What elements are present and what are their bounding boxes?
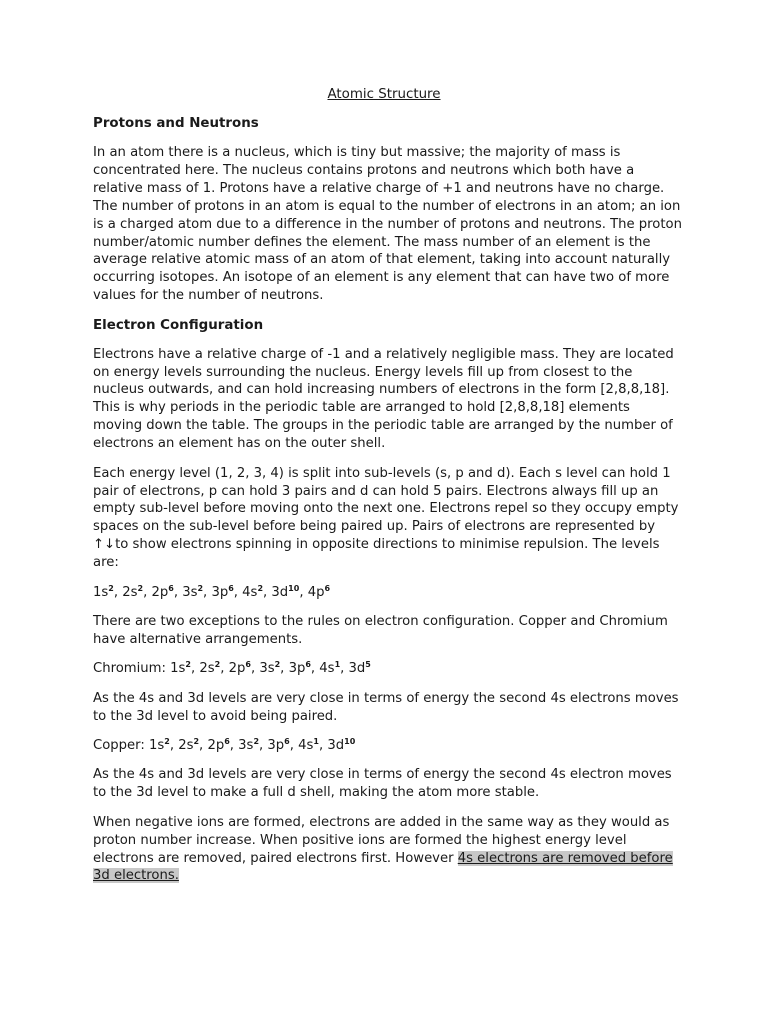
orbital-electron-count: 2 (108, 583, 114, 593)
orbital-term (308, 585, 330, 600)
orbital-label: 4s (298, 737, 314, 753)
orbital-term (170, 661, 191, 676)
paragraph-protons-neutrons: In an atom there is a nucleus, which is tiny but massive; the majority of mass is concentrated here. The nucleus contains protons and neutrons which both have a relative mass of 1. Protons have a relative charge of +1 and neutrons have no charge. The number of protons in an atom is equal to the number of electrons in an atom; an ion is a charged atom due to a difference in the number of protons and neutrons. The proton number/atomic number defines the element. The mass number of an element is the average relative atomic mass of an atom of that element, taking into account naturally occurring isotopes. An isotope of an element is any element that can have two of more values for the number of neutrons. (93, 145, 682, 304)
orbital-electron-count: 6 (324, 583, 331, 593)
copper-config: $1s^2$, $2s^2$, $2p^6$, $3s^2$, $3p^6$, $4s^1$, $3d^{10}$ (148, 736, 356, 753)
orbital-term (298, 738, 319, 753)
orbital-label: 2p (207, 737, 225, 753)
orbital-electron-count: 2 (197, 583, 204, 593)
copper-config-line (93, 737, 683, 755)
chromium-config: $1s^2$, $2s^2$, $2p^6$, $3s^2$, $3p^6$, $4s^1$, $3d^5$ (170, 660, 371, 677)
orbital-label: 3d (327, 737, 345, 753)
paragraph-energy-levels (93, 465, 683, 572)
orbital-label: 3s (182, 584, 198, 600)
orbital-term (267, 738, 289, 753)
orbital-electron-count: 2 (193, 736, 200, 746)
orbital-label: 3s (259, 661, 275, 677)
chromium-config-line (93, 660, 683, 678)
orbital-term (199, 661, 220, 676)
heading-protons-neutrons: Protons and Neutrons (93, 116, 259, 131)
orbital-label: 2p (151, 584, 169, 600)
paragraph-copper-explanation: As the 4s and 3d levels are very close in terms of energy the second 4s electron moves to the 3d level to make a full d shell, making the atom more stable. (93, 767, 672, 801)
orbital-label: 1s (170, 661, 186, 677)
orbital-label: 2s (199, 661, 215, 677)
orbital-electron-count: 2 (253, 736, 260, 746)
orbital-label: 3d (271, 584, 289, 600)
orbital-term (349, 661, 371, 676)
orbital-label: 3p (267, 737, 285, 753)
orbital-term (289, 661, 311, 676)
orbital-term (182, 585, 203, 600)
document-page (93, 86, 683, 897)
electron-config-general: $1s^2$, $2s^2$, $2p^6$, $3s^2$, $3p^6$, $4s^2$, $3d^{10}$, $4p^6$ (93, 583, 331, 600)
orbital-term (151, 585, 173, 600)
orbital-term (327, 738, 355, 753)
orbital-electron-count: 6 (168, 583, 174, 593)
orbital-electron-count: 5 (365, 660, 371, 670)
orbital-electron-count: 6 (228, 583, 234, 593)
orbital-label: 3s (238, 737, 254, 753)
energy-levels-text: Each energy level (1, 2, 3, 4) is split into sub-levels (s, p and d). Each s level can hold 1 pair of electrons, p can hold 3 pairs and d can hold 5 pairs. Electrons always fill up an empty sub-level before moving onto the next one. Electrons repel so they occupy empty spaces on the sub-level before being paired up. (93, 465, 679, 535)
chromium-label: Chromium: (93, 661, 171, 677)
orbital-label: 4p (307, 584, 325, 600)
orbital-electron-count: 2 (257, 583, 264, 593)
orbital-label: 3p (211, 584, 229, 600)
orbital-electron-count: 6 (245, 660, 251, 670)
orbital-label: 2p (228, 661, 246, 677)
highlighted-text: 4s electrons are removed before 3d electrons. (93, 850, 673, 884)
heading-electron-configuration: Electron Configuration (93, 317, 264, 333)
electron-pairs-text: Pairs of electrons are represented by ↑↓to show electrons spinning in opposite directions to minimise repulsion. The levels are: (93, 519, 660, 571)
copper-label: Copper: (93, 737, 149, 753)
orbital-electron-count: 6 (284, 736, 290, 746)
orbital-electron-count: 1 (313, 736, 319, 746)
orbital-electron-count: 2 (137, 583, 144, 593)
orbital-term (229, 661, 251, 676)
orbital-term (122, 585, 143, 600)
paragraph-exceptions: There are two exceptions to the rules on electron configuration. Copper and Chromium have alternative arrangements. (93, 613, 668, 647)
orbital-electron-count: 6 (305, 660, 311, 670)
orbital-term (238, 738, 259, 753)
orbital-electron-count: 2 (274, 660, 281, 670)
orbital-electron-count: 10 (288, 583, 300, 593)
orbital-term (211, 585, 233, 600)
orbital-label: 2s (122, 584, 138, 600)
orbital-electron-count: 6 (224, 736, 230, 746)
orbital-label: 3d (348, 661, 366, 677)
orbital-electron-count: 2 (185, 660, 191, 670)
orbital-electron-count: 10 (344, 736, 356, 746)
orbital-term (93, 585, 114, 600)
orbital-label: 4s (242, 584, 258, 600)
paragraph-electrons: Electrons have a relative charge of -1 and a relatively negligible mass. They are located on energy levels surrounding the nucleus. Energy levels fill up from closest to the nucleus outwards, and can hold increasing numbers of electrons in the form [2,8,8,18]. This is why periods in the periodic table are arranged to hold [2,8,8,18] elements moving down the table. The groups in the periodic table are arranged by the number of electrons an element has on the outer shell. (93, 346, 674, 452)
orbital-term (149, 738, 170, 753)
orbital-term (242, 585, 263, 600)
orbital-label: 1s (93, 584, 109, 600)
orbital-electron-count: 1 (334, 660, 341, 670)
paragraph-ions (93, 814, 683, 886)
orbital-term (319, 661, 340, 676)
orbital-electron-count: 2 (214, 660, 221, 670)
ions-text: When negative ions are formed, electrons are added in the same way as they would as proton number increase. When positive ions are formed the highest energy level electrons are removed, paired electrons first. However (93, 814, 670, 866)
orbital-label: 4s (319, 661, 335, 677)
orbital-label: 2s (178, 737, 194, 753)
orbital-term (207, 738, 229, 753)
document-title: Atomic Structure (327, 87, 441, 102)
orbital-label: 3p (288, 661, 306, 677)
orbital-term (178, 738, 199, 753)
orbital-term (259, 661, 280, 676)
orbital-term (271, 585, 299, 600)
orbital-label: 1s (148, 737, 165, 753)
orbital-electron-count: 2 (164, 736, 170, 746)
paragraph-chromium-explanation: As the 4s and 3d levels are very close in terms of energy the second 4s electrons moves to the 3d level to avoid being paired. (93, 690, 679, 724)
